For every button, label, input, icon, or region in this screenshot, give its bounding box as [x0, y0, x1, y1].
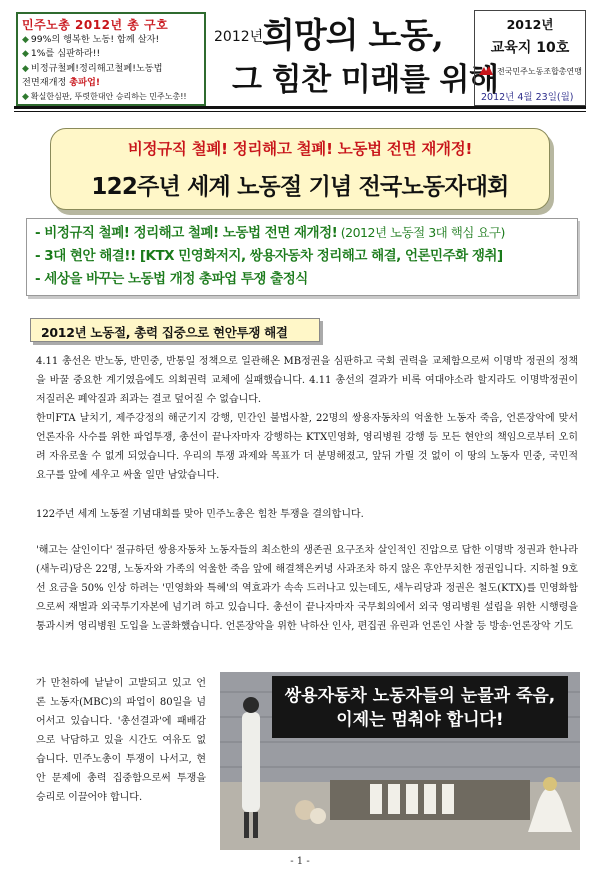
- demand-item: - 비정규직 철폐! 정리해고 철폐! 노동법 전면 재개정! (2012년 노동절 3대 핵심 요구): [35, 225, 505, 241]
- paragraph: 가 만천하에 낱낱이 고발되고 있고 언론 노동자(MBC)의 파업이 80일을 넘어서고 있습니다. '총선결과'에 패배감으로 낙담하고 있을 시간도 여유도 없습니다. 민주노총이 투쟁이 나서고, 현안 문제에 총력 집중함으로써 투쟁을 승리로 이끌어야 합니다.: [36, 678, 206, 803]
- paragraph: 4.11 총선은 반노동, 반민중, 반통일 정책으로 일관해온 MB정권을 심판하고 국회 권력을 교체함으로써 이명박 정권의 정책을 바꿀 중요한 계기였음에도 의회권력 교체에 실패했습니다. 4.11 총선의 결과가 비록 여대야소라 할지라도 이명박정권이 저질러온 폐악질과 죄과는 결코 덮어질 수 없습니다.: [36, 356, 578, 405]
- org-line: [475, 65, 585, 77]
- demand-item: - 세상을 바꾸는 노동법 개정 총파업 투쟁 출정식: [35, 271, 308, 287]
- key-demands-box: [26, 218, 578, 296]
- slogan-box: [16, 12, 206, 106]
- kctu-logo-icon: [478, 65, 494, 77]
- section-heading: 2012년 노동절, 총력 집중으로 현안투쟁 해결: [30, 318, 320, 342]
- issue-box: [474, 10, 586, 106]
- paragraph: '해고는 살인이다' 절규하던 쌍용자동차 노동자들의 최소한의 생존권 요구조차 살인적인 진압으로 답한 이명박 정권과 한나라(새누리)당은 22명, 노동자와 가족의 억울한 죽음 앞에 해결책은커녕 사과조차 하지 않은 후안무치한 정권입니다. 지하철 9호선 요금을 50% 인상 하려는 '민영화와 특혜'의 역효과가 속속 드러나고 있는데도, 새누리당과 정권은 철도(KTX)를 민영화함으로써 재벌과 외국투기자본에 넘기려 하고 있습니다. 총선이 끝나자마자 국무회의에서 외국 영리병원 설립을 위한 시행령을 통과시켜 영리병원 도입을 노골화했습니다. 언론장악을 위한 낙하산 인사, 편집권 유린과 언론인 사찰 등 방송·언론장악 기도: [36, 545, 578, 632]
- slogan-title: 민주노총 2012년 총 구호: [22, 18, 169, 32]
- issue-date: 2012년 4월 23일(월): [481, 92, 574, 103]
- banner-subtitle: 비정규직 철폐! 정리해고 철폐! 노동법 전면 재개정!: [127, 140, 473, 158]
- diamond-icon: ◆: [22, 91, 29, 102]
- header-divider-thin: [14, 111, 586, 112]
- photo-banner-text: 쌍용자동차 노동자들의 눈물과 죽음, 이제는 멈춰야 합니다!: [284, 686, 556, 730]
- paragraph: 한미FTA 날치기, 제주강정의 해군기지 강행, 민간인 불법사찰, 22명의 쌍용자동차의 억울한 노동자 죽음, 언론장악에 맞서 언론자유 사수를 위한 파업투쟁, 총선이 끝나자마자 강행하는 KTX민영화, 영리병원 강행 등 모든 현안의 책임으로부터 오히려 자유로울 수 없게 되었습니다. 우리의 투쟁 과제와 목표가 더 분명해졌고, 앞뒤 가릴 것 없이 이 땅의 노동자 민중, 국민적 요구를 앞에 세우고 싸울 일만 남았습니다.: [36, 413, 578, 481]
- paragraph: 122주년 세계 노동절 기념대회를 맞아 민주노총은 힘찬 투쟁을 결의합니다.: [36, 509, 364, 520]
- headline-banner: [50, 128, 550, 210]
- slogan-item: ◆ 확실한심판, 뚜렷한대안 승리하는 민주노총!!: [22, 91, 187, 102]
- slogan-item: ◆ 비정규철폐!정리해고철폐!노동법: [22, 62, 163, 74]
- diamond-icon: ◆: [22, 49, 29, 60]
- banner-title: 122주년 세계 노동절 기념 전국노동자대회: [91, 174, 509, 200]
- slogan-item: ◆ 99%의 행복한 노동! 함께 살자!: [22, 34, 160, 45]
- org-name: 전국민주노동조합총연맹: [496, 66, 582, 76]
- demand-item: - 3대 현안 해결!! [KTX 민영화저지, 쌍용자동차 정리해고 해결, 언론민주화 쟁취]: [35, 248, 503, 264]
- masthead-title-line1: 희망의 노동,: [262, 16, 443, 56]
- diamond-icon: ◆: [22, 35, 29, 45]
- masthead-year: 2012년: [214, 29, 264, 45]
- header-divider: [14, 106, 586, 109]
- diamond-icon: ◆: [22, 63, 29, 74]
- masthead-title-line2: 그 힘찬 미래를 위해: [232, 62, 499, 98]
- issue-year: 2012년: [506, 17, 554, 32]
- page-number: - 1 -: [290, 856, 310, 867]
- protest-photo: [220, 672, 580, 850]
- slogan-item: ◆ 1%를 심판하라!!: [22, 48, 101, 60]
- slogan-item: 전면재개정 총파업!: [22, 77, 101, 89]
- issue-number: 교육지 10호: [490, 40, 570, 56]
